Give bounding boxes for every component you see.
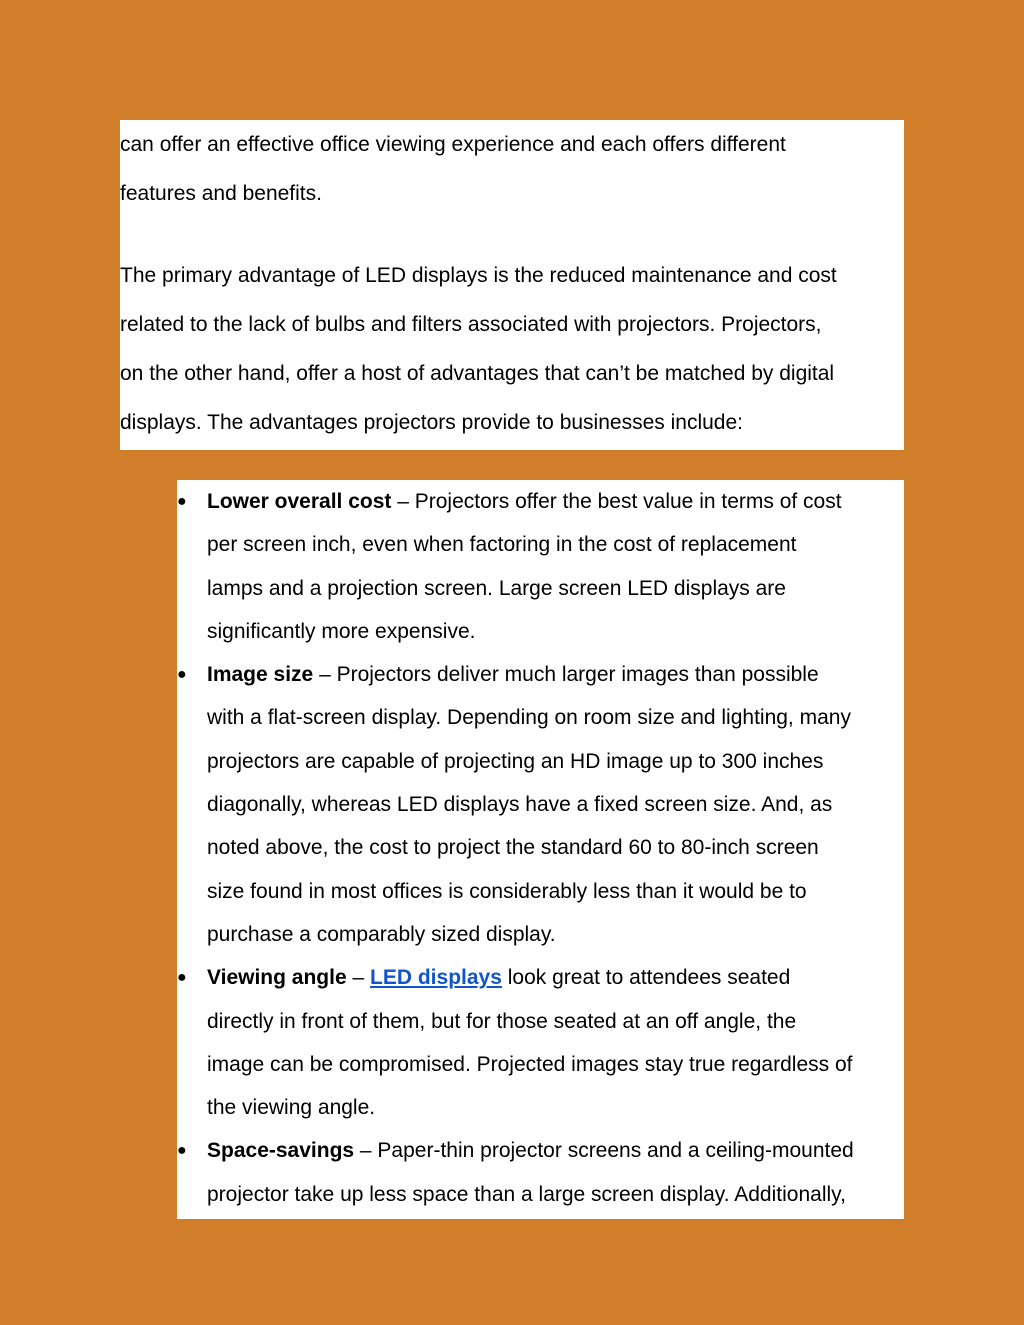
benefit-text: – Projectors offer the best value in terms of cost — [391, 490, 842, 513]
benefit-term: Viewing angle — [207, 966, 347, 990]
led-displays-link[interactable]: LED displays — [370, 966, 502, 990]
benefit-term: Lower overall cost — [207, 490, 392, 513]
benefit-text-line: per screen inch, even when factoring in the cost of replacement — [207, 533, 797, 557]
benefit-text-line: image can be compromised. Projected images stay true regardless of — [207, 1052, 853, 1076]
list-item-image-size — [177, 653, 937, 956]
benefit-text-line: significantly more expensive. — [207, 619, 476, 643]
intro-p1-line-2: features and benefits. — [120, 182, 322, 205]
benefit-text: – Projectors deliver much larger images than possible — [313, 663, 819, 687]
list-item-first-line — [207, 480, 937, 523]
list-item-first-line — [207, 653, 937, 696]
benefits-list — [177, 480, 937, 1216]
benefit-text: look great to attendees seated — [501, 966, 791, 990]
intro-paragraph-1 — [120, 120, 904, 218]
benefit-text-line: diagonally, whereas LED displays have a fixed screen size. And, as — [207, 793, 833, 817]
intro-paragraph-2 — [120, 251, 904, 447]
benefits-list-block — [177, 480, 904, 1219]
benefit-term: Image size — [207, 663, 314, 687]
benefit-text-line: projector take up less space than a large screen display. Additionally, — [207, 1182, 846, 1206]
intro-text-block — [120, 120, 904, 450]
list-item-viewing-angle — [177, 956, 937, 1129]
benefit-text-line: size found in most offices is considerably less than it would be to — [207, 879, 807, 903]
list-item-first-line — [207, 1129, 937, 1172]
benefit-text-line: with a flat-screen display. Depending on room size and lighting, many — [207, 706, 851, 730]
benefit-text-line: the viewing angle. — [207, 1096, 376, 1120]
list-item-space-savings — [177, 1129, 937, 1216]
intro-p2-line-2: related to the lack of bulbs and filters associated with projectors. Projectors, — [120, 313, 822, 336]
benefit-dash: – — [346, 966, 371, 990]
bullet-icon: ● — [177, 969, 187, 987]
benefit-text-line: directly in front of them, but for those seated at an off angle, the — [207, 1009, 797, 1033]
intro-p1-line-1: can offer an effective office viewing experience and each offers different — [120, 133, 786, 156]
bullet-icon: ● — [177, 1142, 187, 1160]
intro-p2-line-4: displays. The advantages projectors provide to businesses include: — [120, 411, 743, 434]
benefit-term: Space-savings — [207, 1139, 355, 1163]
benefit-text-line: purchase a comparably sized display. — [207, 922, 556, 946]
list-item-lower-overall-cost — [177, 480, 937, 653]
bullet-icon: ● — [177, 666, 187, 684]
bullet-icon: ● — [177, 493, 187, 510]
intro-p2-line-3: on the other hand, offer a host of advantages that can’t be matched by digital — [120, 362, 835, 385]
list-item-first-line — [207, 956, 937, 999]
benefit-text-line: projectors are capable of projecting an HD image up to 300 inches — [207, 749, 824, 773]
benefit-text-line: lamps and a projection screen. Large screen LED displays are — [207, 576, 786, 600]
benefit-text-line: noted above, the cost to project the standard 60 to 80-inch screen — [207, 836, 819, 860]
benefit-text: – Paper-thin projector screens and a ceiling-mounted — [354, 1139, 854, 1163]
intro-p2-line-1: The primary advantage of LED displays is the reduced maintenance and cost — [120, 264, 837, 287]
